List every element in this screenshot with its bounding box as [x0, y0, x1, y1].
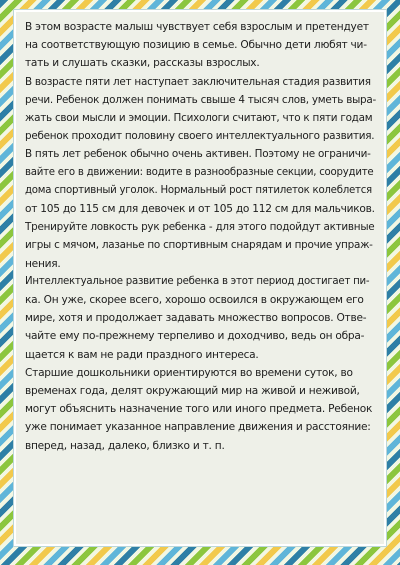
text-line: В пять лет ребенок обычно очень активен. Поэтому не ограничи-: [25, 148, 371, 161]
text-line: временах года, делят окружающий мир на живой и неживой,: [25, 385, 360, 398]
text-line: могут объяснить назначение того или иного предмета. Ребенок: [25, 403, 373, 416]
text-line: дома спортивный уголок. Нормальный рост пятилеток колеблется: [25, 184, 372, 196]
text-line: игры с мячом, лазанье по спортивным снарядам и прочие упраж-: [25, 239, 373, 252]
text-line: мире, хотя и продолжает задавать множество вопросов. Отве-: [25, 312, 367, 325]
text-line: ка. Он уже, скорее всего, хорошо освоился в окружающем его: [25, 294, 364, 307]
text-line: вайте его в движении: водите в разнообразные секции, соорудите: [25, 166, 374, 178]
text-line: Интеллектуальное развитие ребенка в этот период достигает пи-: [25, 275, 370, 287]
text-line: на соответствующую позицию в семье. Обычно дети любят чи-: [25, 39, 367, 52]
text-line: от 105 до 115 см для девочек и от 105 до 112 см для мальчиков.: [25, 203, 375, 216]
text-panel: [14, 10, 386, 546]
text-line: чайте ему по-прежнему терпеливо и доходчиво, ведь он обра-: [25, 330, 365, 343]
text-line: уже понимает указанное направление движения и расстояние:: [25, 421, 371, 434]
text-line: Тренируйте ловкость рук ребенка - для этого подойдут активные: [25, 221, 375, 234]
text-line: Старшие дошкольники ориентируются во времени суток, во: [25, 366, 353, 379]
text-line: речи. Ребенок должен понимать свыше 4 тысяч слов, уметь выра-: [25, 93, 376, 106]
text-line: щается к вам не ради праздного интереса.: [25, 348, 259, 361]
text-line: В этом возрасте малыш чувствует себя взрослым и претендует: [25, 21, 369, 33]
text-line: жать свои мысли и эмоции. Психологи считают, что к пяти годам: [25, 112, 373, 125]
text-line: тать и слушать сказки, рассказы взрослых.: [25, 57, 260, 70]
text-line: нения.: [25, 257, 61, 270]
text-line: В возрасте пяти лет наступает заключительная стадия развития: [25, 75, 371, 88]
text-line: вперед, назад, далеко, близко и т. п.: [25, 439, 225, 452]
text-line: ребенок проходит половину своего интеллектуального развития.: [25, 130, 375, 143]
